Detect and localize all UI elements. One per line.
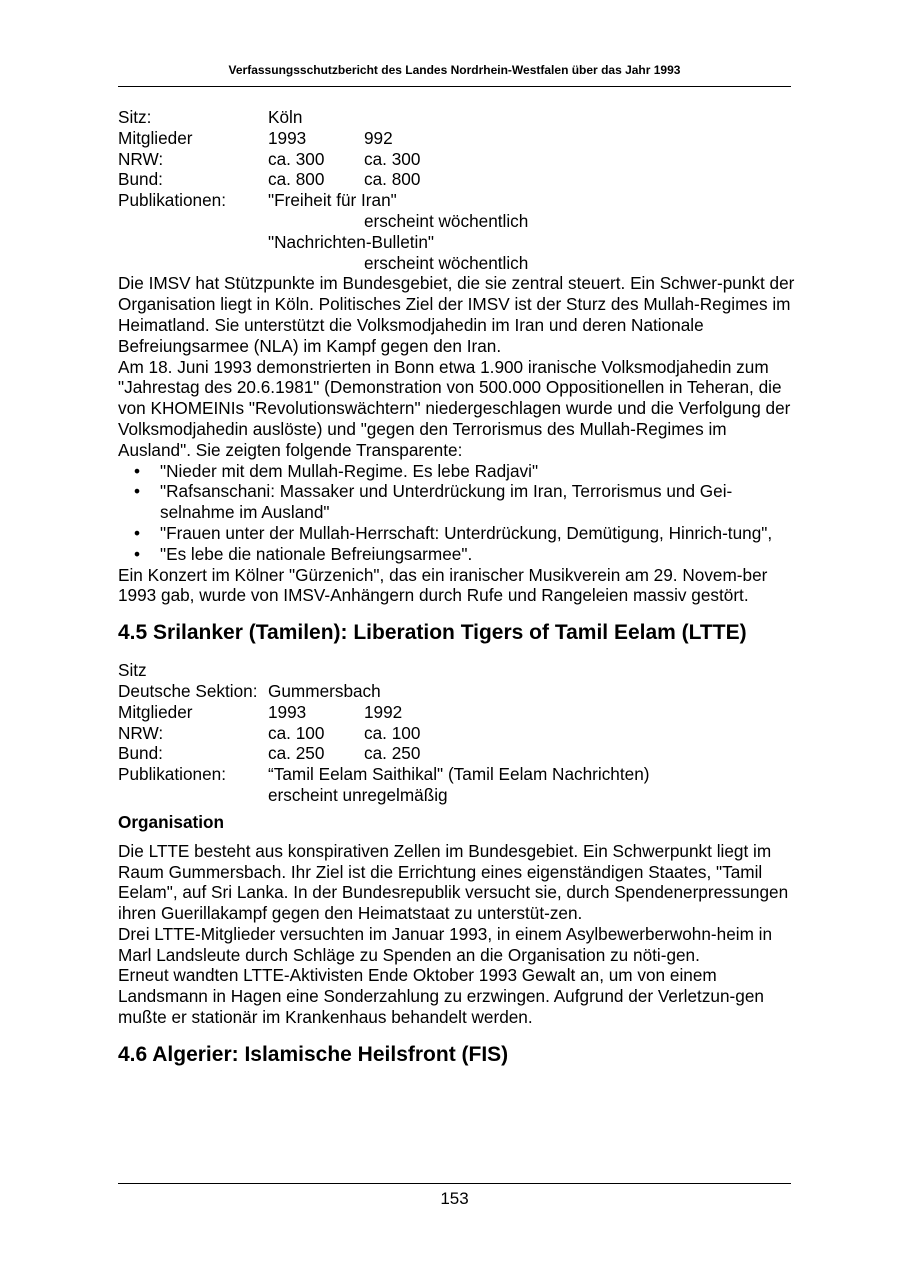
running-header: Verfassungsschutzbericht des Landes Nordrhein-Westfalen über das Jahr 1993 [228, 63, 681, 77]
footer-rule [118, 1183, 791, 1184]
publication-label: Publikationen: [118, 764, 226, 785]
publication-frequency: erscheint wöchentlich [364, 210, 529, 231]
header-rule [118, 86, 791, 87]
publication-title: “Tamil Eelam Saithikal" (Tamil Eelam Nachrichten) [268, 764, 650, 785]
fact-value-2: ca. 250 [364, 743, 421, 764]
fact-value-2: 992 [364, 127, 393, 148]
fact-label: Bund: [118, 169, 163, 190]
section-heading: 4.5 Srilanker (Tamilen): Liberation Tigers of Tamil Eelam (LTTE) [118, 621, 747, 645]
page-number: 153 [440, 1189, 469, 1208]
fact-value-2: ca. 100 [364, 722, 421, 743]
banner-list [118, 461, 798, 565]
paragraph: Die LTTE besteht aus konspirativen Zellen im Bundesgebiet. Ein Schwerpunkt liegt im Raum Gummersbach. Ihr Ziel ist die Errichtung eines eigenständigen Staates, "Tamil Eelam", auf Sri Lanka. In der Bundesrepublik versucht sie, durch Spendenerpressungen ihren Guerillakampf gegen den Heimatstaat zu unterstüt-zen. [118, 840, 789, 924]
publication-title: "Nachrichten-Bulletin" [268, 231, 435, 252]
paragraph: Erneut wandten LTTE-Aktivisten Ende Oktober 1993 Gewalt an, um von einem Landsmann in Hagen eine Sonderzahlung zu erzwingen. Aufgrund der Verletzun-gen mußte er stationär im Krankenhaus behandelt werden. [118, 965, 764, 1028]
page-body [118, 107, 798, 1068]
paragraph: Ein Konzert im Kölner "Gürzenich", das ein iranischer Musikverein am 29. Novem-ber 1993 gab, wurde von IMSV-Anhängern durch Rufe und Rangeleien massiv gestört. [118, 564, 768, 606]
publication-title: "Freiheit für Iran" [268, 190, 397, 211]
fact-label: Deutsche Sektion: [118, 680, 258, 701]
fact-value-1: ca. 250 [268, 743, 325, 764]
fact-row [118, 723, 798, 744]
fact-value-1: ca. 100 [268, 722, 325, 743]
publication-label: Publikationen: [118, 190, 226, 211]
fact-label: NRW: [118, 148, 164, 169]
publication-frequency: erscheint wöchentlich [364, 252, 529, 273]
publication-row [118, 764, 798, 785]
fact-value-1: ca. 800 [268, 169, 325, 190]
imsv-facts [118, 107, 798, 273]
fact-value-1: ca. 300 [268, 148, 325, 169]
fact-value-2: ca. 300 [364, 148, 421, 169]
ltte-facts [118, 660, 798, 806]
paragraph: Drei LTTE-Mitglieder versuchten im Januar 1993, in einem Asylbewerberwohn-heim in Marl Landsleute durch Schläge zu Spenden an die Organisation zu nöti-gen. [118, 923, 773, 965]
fact-row [118, 660, 798, 681]
publication-frequency: erscheint unregelmäßig [268, 784, 448, 805]
publication-row [118, 190, 798, 211]
fact-label: NRW: [118, 722, 164, 743]
fact-label: Mitglieder [118, 127, 193, 148]
fact-row [118, 702, 798, 723]
list-item: • "Es lebe die nationale Befreiungsarmee". [118, 544, 798, 565]
fact-row [118, 107, 798, 128]
fact-value-1: Köln [268, 107, 303, 127]
paragraph: Am 18. Juni 1993 demonstrierten in Bonn etwa 1.900 iranische Volksmodjahedin zum "Jahrestag des 20.6.1981" (Demonstration von 500.000 Oppositionellen in Teheran, die von KHOMEINIs "Revolutionswächtern" niedergeschlagen wurde und die Verfolgung der Volksmodjahedin auslöste) und "gegen den Terrorismus des Mullah-Regimes im Ausland". Sie zeigten folgende Transparente: [118, 356, 791, 460]
fact-label: Bund: [118, 743, 163, 764]
fact-value-1: Gummersbach [268, 680, 381, 701]
fact-label: Sitz: [118, 107, 152, 127]
list-item: • "Rafsanschani: Massaker und Unterdrückung im Iran, Terrorismus und Gei-selnahme im Ausland" [118, 481, 798, 523]
fact-row [118, 149, 798, 170]
fact-label: Mitglieder [118, 701, 193, 722]
fact-label: Sitz [118, 660, 147, 681]
fact-row [118, 128, 798, 149]
subheading: Organisation [118, 811, 225, 832]
list-item: • "Frauen unter der Mullah-Herrschaft: Unterdrückung, Demütigung, Hinrich-tung", [118, 523, 798, 544]
fact-value-1: 1993 [268, 127, 307, 148]
fact-row [118, 743, 798, 764]
fact-value-2: 1992 [364, 701, 403, 722]
list-item: • "Nieder mit dem Mullah-Regime. Es lebe Radjavi" [118, 461, 798, 482]
fact-value-1: 1993 [268, 701, 307, 722]
fact-value-2: ca. 800 [364, 169, 421, 190]
fact-row [118, 681, 798, 702]
paragraph: Die IMSV hat Stützpunkte im Bundesgebiet, die sie zentral steuert. Ein Schwer-punkt der Organisation liegt in Köln. Politisches Ziel der IMSV ist der Sturz des Mullah-Regimes im Heimatland. Sie unterstützt die Volksmodjahedin im Iran und deren Nationale Befreiungsarmee (NLA) im Kampf gegen den Iran. [118, 273, 795, 356]
section-heading: 4.6 Algerier: Islamische Heilsfront (FIS) [118, 1042, 509, 1066]
fact-row [118, 169, 798, 190]
